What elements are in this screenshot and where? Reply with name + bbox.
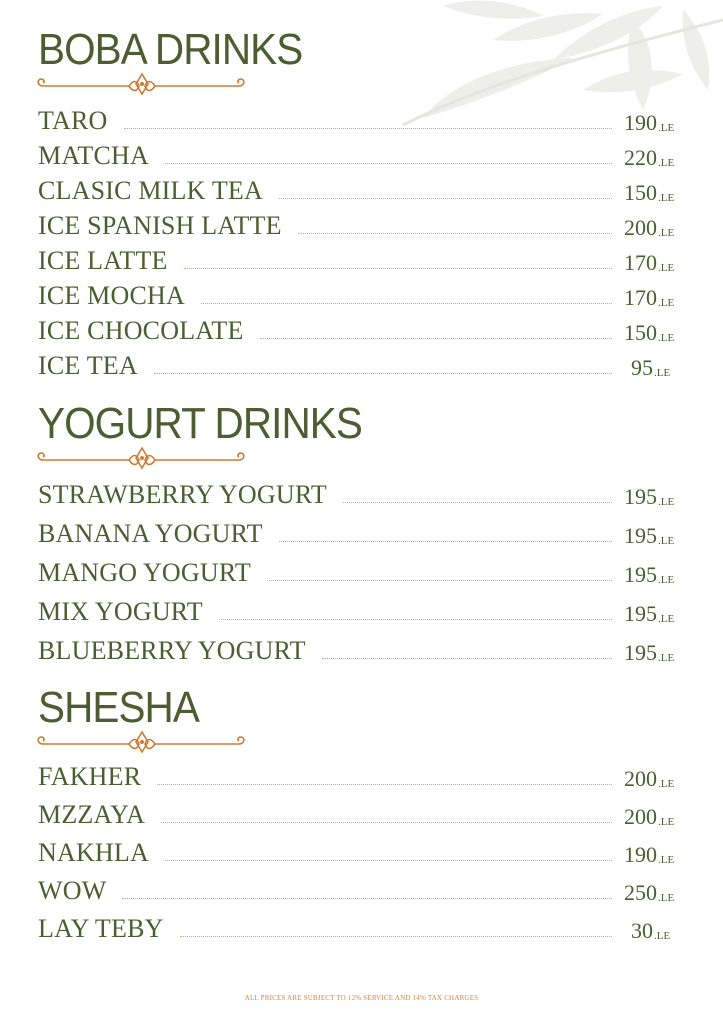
item-name: ICE CHOCOLATE (38, 316, 244, 345)
item-price (624, 112, 690, 134)
dotted-leader (322, 658, 612, 659)
menu-item (38, 760, 690, 790)
currency-label: .LE (658, 892, 675, 904)
item-price (624, 525, 690, 547)
section-title-shesha: SHESHA (38, 683, 199, 732)
item-name: TARO (38, 106, 108, 135)
item-name: FAKHER (38, 762, 142, 791)
item-name: CLASIC MILK TEA (38, 176, 263, 205)
item-name: MIX YOGURT (38, 597, 203, 626)
section-title-boba-drinks: BOBA DRINKS (38, 25, 303, 74)
dotted-leader (157, 784, 612, 785)
menu-item (38, 556, 690, 586)
item-price (624, 564, 690, 586)
price-value: 195 (624, 562, 657, 587)
item-name: MATCHA (38, 141, 149, 170)
divider-ornament-icon (33, 730, 251, 756)
dotted-leader (260, 338, 612, 339)
menu-item (38, 836, 690, 866)
price-value: 170 (624, 250, 657, 275)
item-price (624, 882, 690, 904)
dotted-leader (165, 860, 612, 861)
item-name: BLUEBERRY YOGURT (38, 636, 306, 665)
dotted-leader (267, 580, 612, 581)
item-name: WOW (38, 876, 107, 905)
menu-item (38, 209, 690, 239)
menu-item (38, 634, 690, 664)
menu-item (38, 314, 690, 344)
dotted-leader (180, 936, 612, 937)
menu-item (38, 174, 690, 204)
currency-label: .LE (654, 930, 671, 942)
price-value: 195 (624, 640, 657, 665)
item-name: STRAWBERRY YOGURT (38, 480, 327, 509)
item-price (624, 147, 690, 169)
item-price (624, 920, 690, 942)
dotted-leader (201, 303, 612, 304)
currency-label: .LE (658, 122, 675, 134)
dotted-leader (154, 373, 612, 374)
price-value: 190 (624, 842, 657, 867)
dotted-leader (161, 822, 612, 823)
menu-item (38, 478, 690, 508)
menu-item (38, 798, 690, 828)
currency-label: .LE (658, 535, 675, 547)
item-name: LAY TEBY (38, 914, 164, 943)
price-value: 150 (624, 320, 657, 345)
price-value: 190 (624, 110, 657, 135)
divider-ornament-icon (33, 72, 251, 98)
dotted-leader (124, 128, 613, 129)
item-name: MZZAYA (38, 800, 146, 829)
dotted-leader (184, 268, 612, 269)
menu-item (38, 874, 690, 904)
currency-label: .LE (658, 778, 675, 790)
divider-ornament-icon (33, 446, 251, 472)
item-price (624, 486, 690, 508)
menu-item (38, 244, 690, 274)
dotted-leader (279, 198, 612, 199)
currency-label: .LE (658, 157, 675, 169)
currency-label: .LE (658, 192, 675, 204)
currency-label: .LE (654, 367, 671, 379)
menu-item (38, 517, 690, 547)
item-price (624, 768, 690, 790)
price-value: 200 (624, 215, 657, 240)
price-value: 195 (624, 523, 657, 548)
footer-tax-note: ALL PRICES ARE SUBJECT TO 12% SERVICE AND 14% TAX CHARGES (244, 994, 479, 1002)
dotted-leader (343, 502, 612, 503)
item-price (624, 806, 690, 828)
price-value: 170 (624, 285, 657, 310)
currency-label: .LE (658, 652, 675, 664)
currency-label: .LE (658, 613, 675, 625)
currency-label: .LE (658, 854, 675, 866)
item-name: ICE TEA (38, 351, 138, 380)
item-price (624, 287, 690, 309)
currency-label: .LE (658, 227, 675, 239)
dotted-leader (165, 163, 612, 164)
price-value: 150 (624, 180, 657, 205)
menu-item (38, 104, 690, 134)
price-value: 200 (624, 766, 657, 791)
item-name: NAKHLA (38, 838, 149, 867)
currency-label: .LE (658, 332, 675, 344)
menu-item (38, 139, 690, 169)
currency-label: .LE (658, 496, 675, 508)
price-value: 195 (624, 484, 657, 509)
item-price (624, 252, 690, 274)
item-name: ICE LATTE (38, 246, 168, 275)
currency-label: .LE (658, 816, 675, 828)
menu-item (38, 349, 690, 379)
section-title-yogurt-drinks: YOGURT DRINKS (38, 399, 362, 448)
item-name: BANANA YOGURT (38, 519, 263, 548)
item-price (624, 322, 690, 344)
price-value: 95 (631, 355, 653, 380)
item-price (624, 642, 690, 664)
item-name: ICE MOCHA (38, 281, 185, 310)
item-price (624, 357, 690, 379)
price-value: 195 (624, 601, 657, 626)
dotted-leader (279, 541, 612, 542)
menu-item (38, 595, 690, 625)
item-price (624, 603, 690, 625)
price-value: 250 (624, 880, 657, 905)
dotted-leader (298, 233, 612, 234)
currency-label: .LE (658, 262, 675, 274)
currency-label: .LE (658, 574, 675, 586)
dotted-leader (219, 619, 612, 620)
price-value: 30 (631, 918, 653, 943)
price-value: 200 (624, 804, 657, 829)
item-name: MANGO YOGURT (38, 558, 251, 587)
menu-item (38, 279, 690, 309)
item-price (624, 844, 690, 866)
currency-label: .LE (658, 297, 675, 309)
menu-item (38, 912, 690, 942)
item-price (624, 217, 690, 239)
dotted-leader (122, 898, 612, 899)
item-name: ICE SPANISH LATTE (38, 211, 282, 240)
item-price (624, 182, 690, 204)
price-value: 220 (624, 145, 657, 170)
